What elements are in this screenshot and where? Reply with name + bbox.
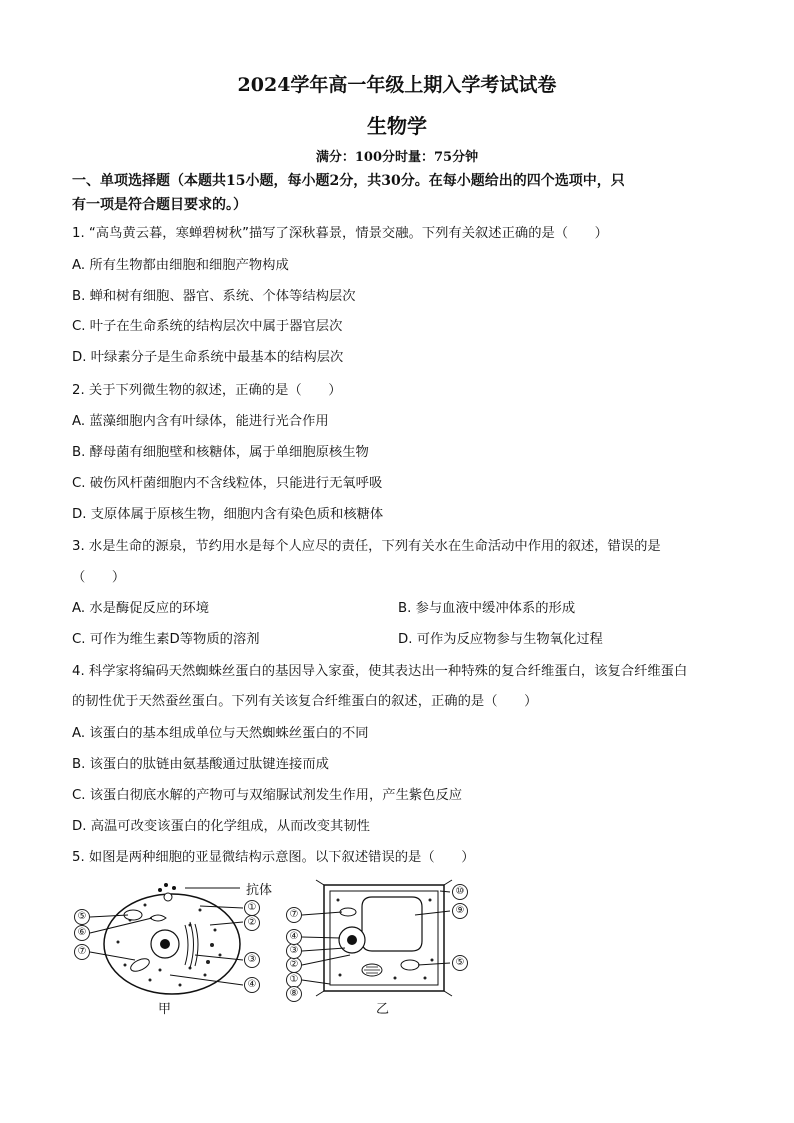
cell-a-label-1: ① [244, 900, 260, 916]
q4-option-c: C. 该蛋白彻底水解的产物可与双缩脲试剂发生作用，产生紫色反应 [72, 788, 463, 803]
cell-a-label-5: ⑤ [74, 909, 90, 925]
cell-a-label-6: ⑥ [74, 925, 90, 941]
cell-a-label-7: ⑦ [74, 944, 90, 960]
q2-stem: 2. 关于下列微生物的叙述，正确的是（ ） [72, 383, 342, 398]
score-time: 满分：100分时量：75分钟 [315, 150, 479, 165]
q4-option-a: A. 该蛋白的基本组成单位与天然蜘蛛丝蛋白的不同 [72, 726, 369, 741]
q3-option-d: D. 可作为反应物参与生物氧化过程 [398, 632, 603, 647]
cell-b-caption: 乙 [376, 1002, 390, 1017]
cell-a-label-3: ③ [244, 952, 260, 968]
q3-option-c: C. 可作为维生素D等物质的溶剂 [72, 632, 260, 647]
cell-b-label-5: ⑤ [452, 955, 468, 971]
q2-option-a: A. 蓝藻细胞内含有叶绿体，能进行光合作用 [72, 414, 329, 429]
cell-b-label-7: ⑦ [286, 907, 302, 923]
q4-option-d: D. 高温可改变该蛋白的化学组成，从而改变其韧性 [72, 819, 370, 834]
q5-stem: 5. 如图是两种细胞的亚显微结构示意图。以下叙述错误的是（ ） [72, 850, 475, 865]
q2-option-d: D. 支原体属于原核生物，细胞内含有染色质和核糖体 [72, 507, 384, 522]
cell-b-label-9: ⑨ [452, 903, 468, 919]
q1-option-c: C. 叶子在生命系统的结构层次中属于器官层次 [72, 319, 343, 334]
cell-b-diagram [302, 880, 452, 996]
cell-a-label-4: ④ [244, 977, 260, 993]
section-heading-line2: 有一项是符合题目要求的。） [72, 197, 247, 213]
cell-b-label-8: ⑧ [286, 986, 302, 1002]
q3-stem-line2: （ ） [72, 570, 126, 585]
q1-option-a: A. 所有生物都由细胞和细胞产物构成 [72, 258, 289, 273]
cell-b-label-4: ④ [286, 929, 302, 945]
q1-option-d: D. 叶绿素分子是生命系统中最基本的结构层次 [72, 350, 344, 365]
q1-option-b: B. 蝉和树有细胞、器官、系统、个体等结构层次 [72, 289, 356, 304]
q3-option-a: A. 水是酶促反应的环境 [72, 601, 209, 616]
q4-stem-line2: 的韧性优于天然蚕丝蛋白。下列有关该复合纤维蛋白的叙述，正确的是（ ） [72, 694, 538, 709]
q1-stem: 1. “高鸟黄云暮，寒蝉碧树秋”描写了深秋暮景，情景交融。下列有关叙述正确的是（ ） [72, 226, 608, 241]
antibody-label: 抗体 [246, 883, 273, 898]
cell-a-label-2: ② [244, 915, 260, 931]
cell-a-caption: 甲 [158, 1002, 172, 1017]
subject-title: 生物学 [367, 114, 427, 138]
cell-b-label-10: ⑩ [452, 884, 468, 900]
q2-option-c: C. 破伤风杆菌细胞内不含线粒体，只能进行无氧呼吸 [72, 476, 383, 491]
q3-stem-line1: 3. 水是生命的源泉，节约用水是每个人应尽的责任，下列有关水在生命活动中作用的叙述，错误的是 [72, 539, 661, 554]
cell-a-diagram [90, 883, 243, 994]
cell-b-label-2: ② [286, 957, 302, 973]
section-heading-line1: 一、单项选择题（本题共15小题，每小题2分，共30分。在每小题给出的四个选项中，只 [72, 173, 625, 189]
q3-option-b: B. 参与血液中缓冲体系的形成 [398, 601, 576, 616]
exam-title: 2024学年高一年级上期入学考试试卷 [237, 74, 557, 96]
cell-b-label-1: ① [286, 972, 302, 988]
cell-b-label-3: ③ [286, 943, 302, 959]
q4-stem-line1: 4. 科学家将编码天然蜘蛛丝蛋白的基因导入家蚕，使其表达出一种特殊的复合纤维蛋白，该复合纤维蛋白 [72, 664, 688, 679]
q4-option-b: B. 该蛋白的肽链由氨基酸通过肽键连接而成 [72, 757, 329, 772]
q2-option-b: B. 酵母菌有细胞壁和核糖体，属于单细胞原核生物 [72, 445, 369, 460]
